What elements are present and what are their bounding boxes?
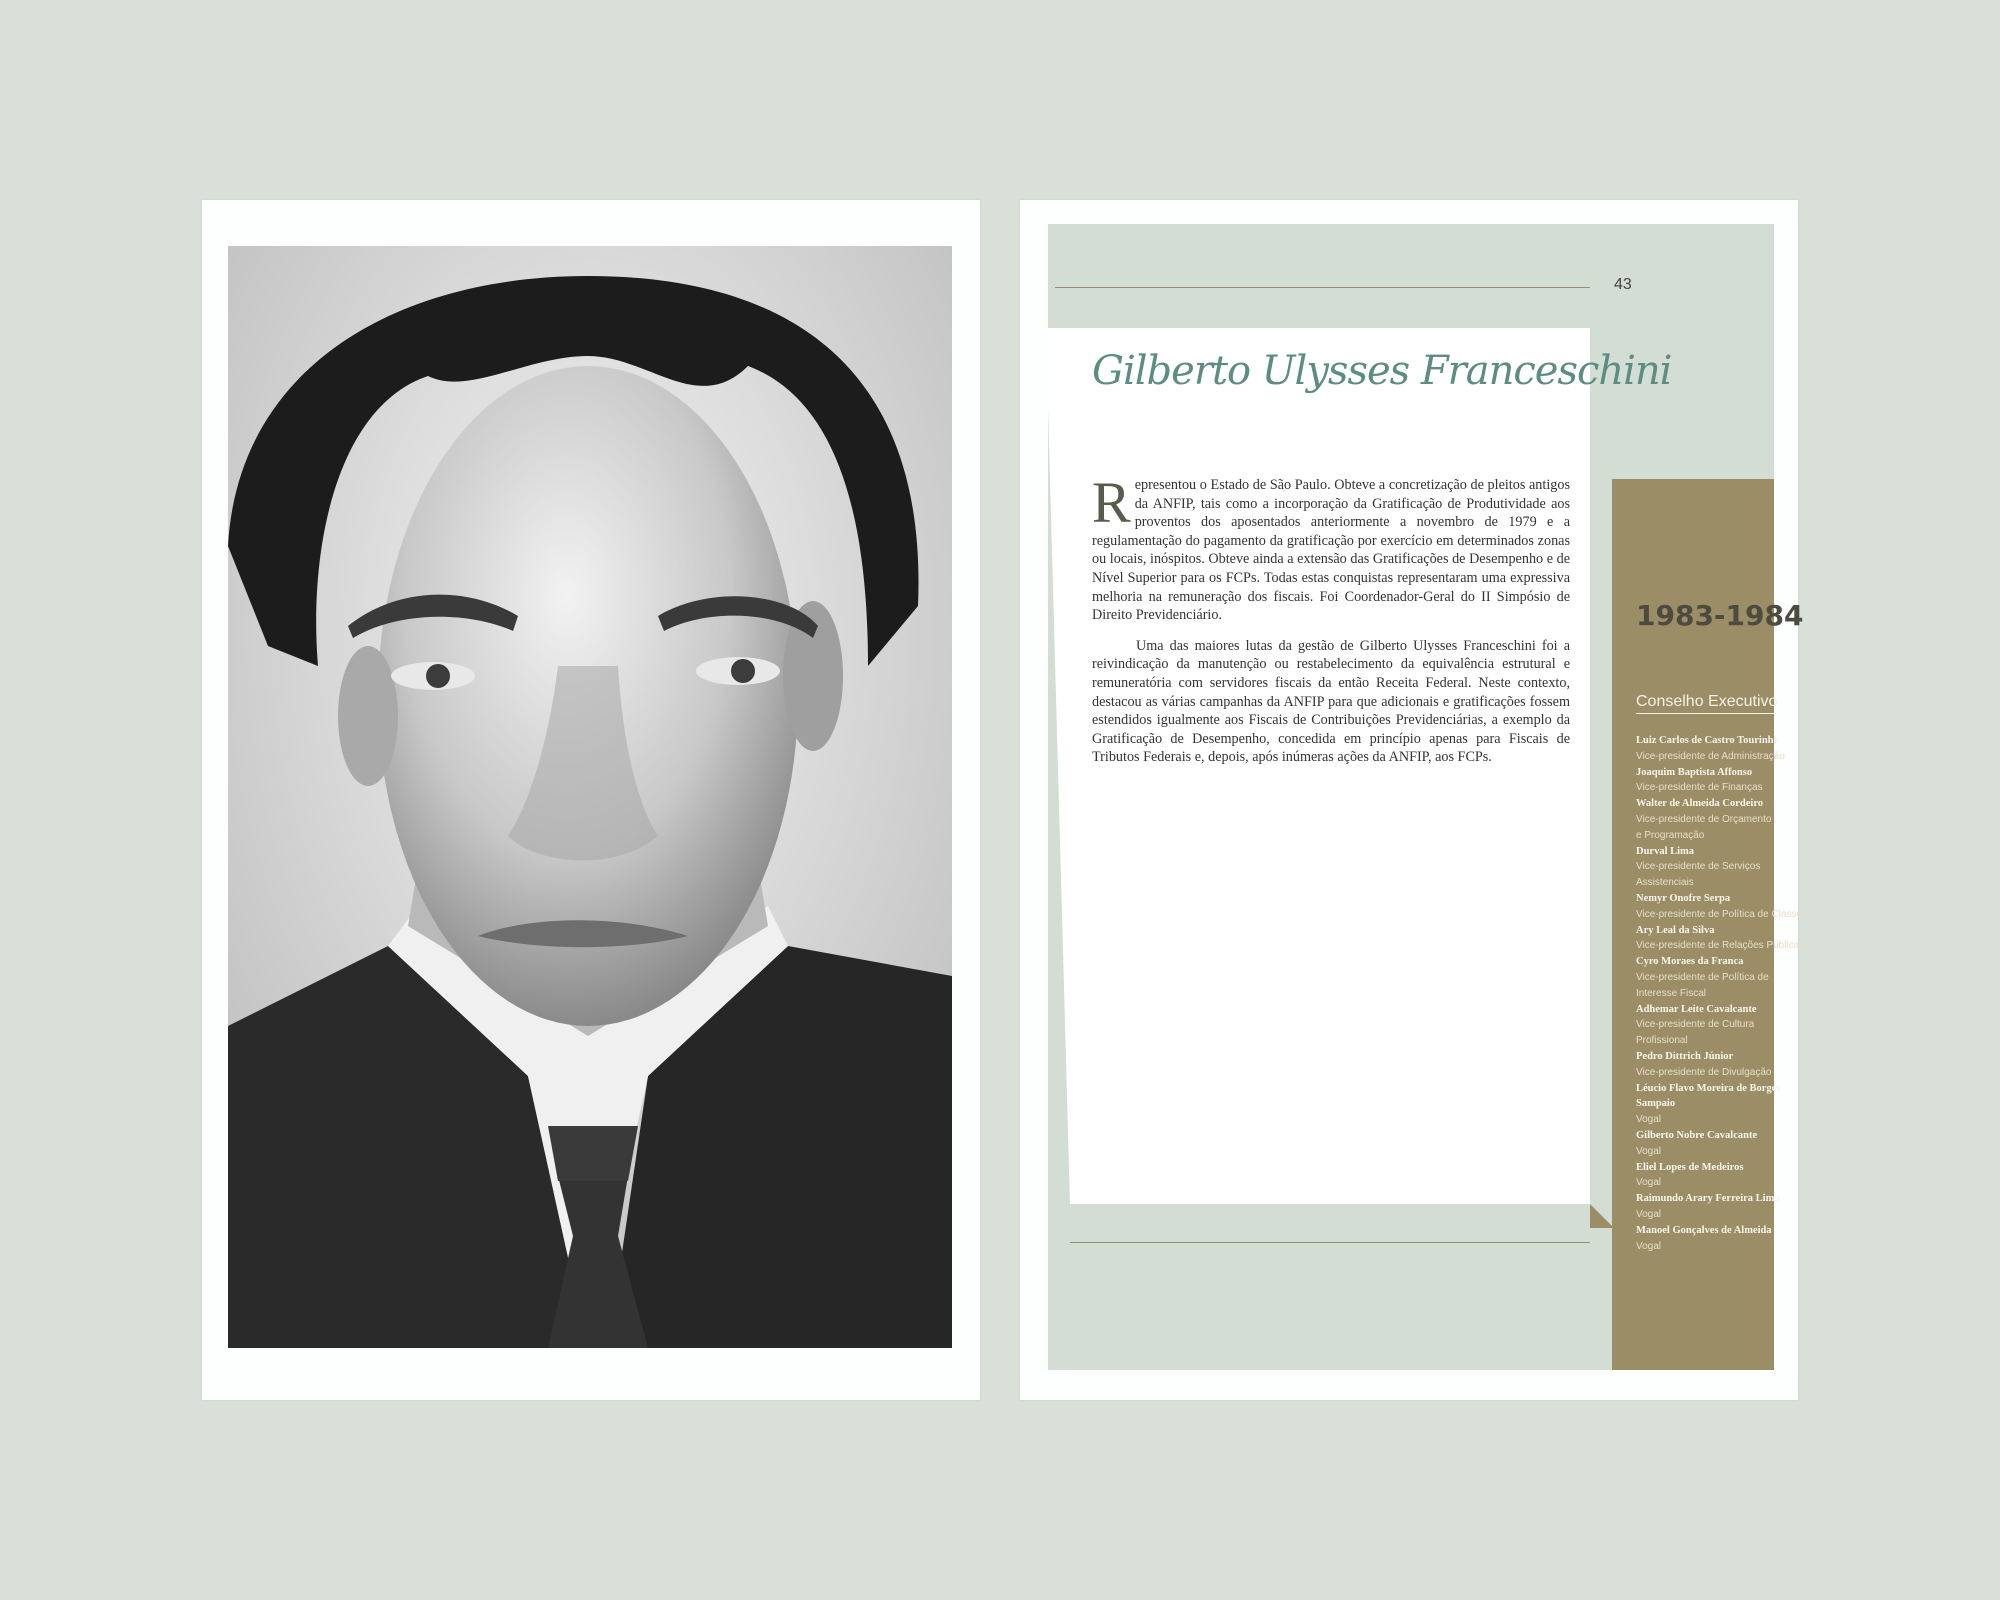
right-page [1020,200,1805,1400]
page-number: 43 [1614,276,1632,293]
member-role: Vice-presidente de Cultura Profissional [1636,1019,1755,1047]
member-role: Vogal [1636,1114,1662,1126]
member-item [1636,1081,1796,1128]
member-role: Vice-presidente de Administração [1636,750,1785,762]
member-name: Eliel Lopes de Medeiros [1636,1161,1744,1173]
member-role: Vogal [1636,1240,1662,1252]
member-item [1636,1002,1796,1049]
biography-text [1092,470,1570,779]
member-name: Pedro Dittrich Júnior [1636,1050,1734,1062]
member-item [1636,1128,1796,1160]
member-item [1636,1223,1796,1255]
member-role: Vogal [1636,1177,1662,1189]
member-item [1636,796,1796,843]
member-item [1636,1049,1796,1081]
member-role: Vogal [1636,1145,1662,1157]
page-title: Gilberto Ulysses Franceschini [1092,348,1672,394]
member-item [1636,1191,1796,1223]
member-name: Manoel Gonçalves de Almeida [1636,1224,1772,1236]
member-item [1636,765,1796,797]
member-item [1636,923,1805,955]
member-name: Gilberto Nobre Cavalcante [1636,1129,1758,1141]
bottom-rule [1070,1242,1590,1243]
member-role: Vice-presidente de Serviços Assistenciais [1636,861,1761,889]
member-name: Cyro Moraes da Franca [1636,956,1744,968]
member-item [1636,733,1796,765]
member-name: Raimundo Arary Ferreira Lima [1636,1193,1780,1205]
term-years: 1983-1984 [1636,599,1804,632]
member-name: Durval Lima [1636,845,1695,857]
member-name: Ary Leal da Silva [1636,924,1715,936]
left-page [202,200,980,1400]
member-name: Walter de Almeida Cordeiro [1636,798,1764,810]
member-item [1636,1160,1796,1192]
council-rule [1636,713,1776,714]
sidebar [1612,479,1805,1370]
member-item [1636,844,1796,891]
member-item [1636,954,1796,1001]
member-role: Vice-presidente de Política de Classe [1636,908,1803,920]
member-item [1636,891,1803,923]
council-title: Conselho Executivo [1636,693,1778,710]
member-role: Vice-presidente de Finanças [1636,782,1763,794]
member-name: Luiz Carlos de Castro Tourinho [1636,735,1779,746]
member-name: Adhemar Leite Cavalcante [1636,1003,1757,1015]
portrait-image [228,246,952,1348]
paragraph-2: Uma das maiores lutas da gestão de Gilberto Ulysses Franceschini foi a reivindicação da manutenção ou restabelecimento da equivalência estrutural e remuneratória com servidores fiscais da então Receita Federal. Neste contexto, destacou as várias campanhas da ANFIP para que adicionais e gratificações fossem estendidos igualmente aos Fiscais de Contribuições Previdenciárias, a exemplo da Gratificação de Desempenho, concedida em princípio apenas para Fiscais de Tributos Federais e, depois, após inúmeras ações da ANFIP, aos FCPs. [1092,637,1570,766]
member-role: Vice-presidente de Orçamento e Programação [1636,813,1772,841]
member-role: Vice-presidente de Divulgação [1636,1066,1772,1078]
member-name: Nemyr Onofre Serpa [1636,892,1731,904]
council-members [1636,733,1805,1254]
member-role: Vogal [1636,1208,1662,1220]
member-name: Joaquim Baptista Affonso [1636,766,1753,778]
drop-cap: R [1092,470,1131,535]
member-role: Vice-presidente de Política de Interesse Fiscal [1636,971,1769,999]
top-rule [1055,287,1590,288]
paragraph-1 [1092,470,1570,625]
member-role: Vice-presidente de Relações Públicas [1636,940,1805,952]
paragraph-1-text: epresentou o Estado de São Paulo. Obteve a concretização de pleitos antigos da ANFIP, tais como a incorporação da Gratificação de Produtividade aos proventos dos aposentados anteriormente a novembro de 1979 e a regulamentação do pagamento da gratificação por exercício em determinados zonas ou locais, inóspitos. Obteve ainda a extensão das Gratificações de Desempenho e de Nível Superior para os FCPs. Todas estas conquistas representaram uma expressiva melhoria na remuneração dos fiscais. Foi Coordenador-Geral do II Simpósio de Direito Previdenciário. [1092,477,1570,624]
member-name: Léucio Flavo Moreira de Borges Sampaio [1636,1082,1781,1110]
